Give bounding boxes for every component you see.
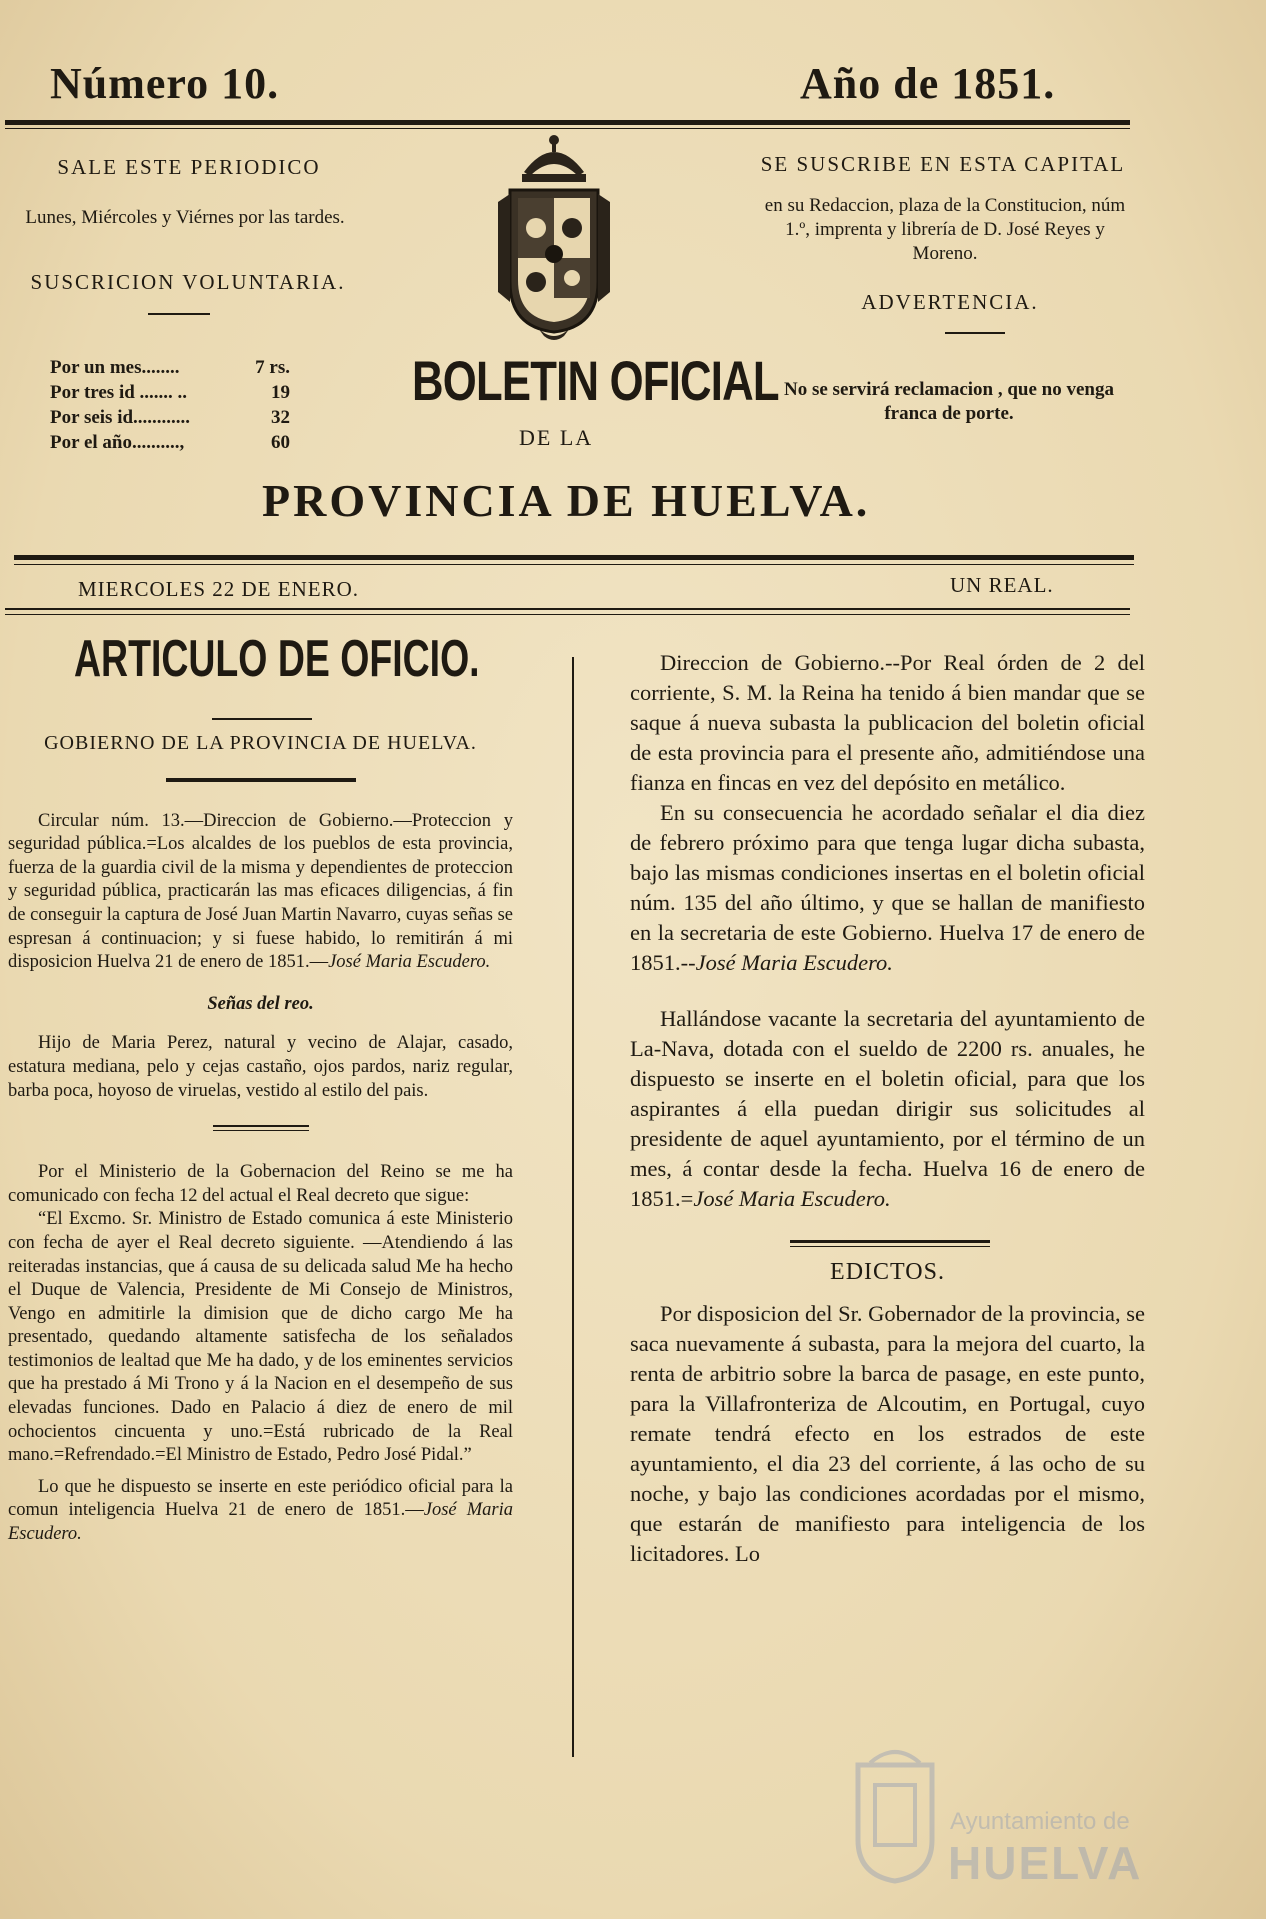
vacante-text: Hallándose vacante la secretaria del ayuntamiento de La-Nava, dotada con el sueldo de 2200 rs. anuales, he dispuesto se inserte en el boletin oficial, para que los aspirantes á ella puedan dirigir sus solicitudes al presidente de aquel ayuntamiento, por el término de un mes, á contar desde la fecha. Huelva 16 de enero de 1851.= (630, 1006, 1145, 1211)
gobierno-subheading: GOBIERNO DE LA PROVINCIA DE HUELVA. (44, 732, 477, 754)
left-box-divider (148, 313, 210, 315)
right-box-divider (945, 332, 1005, 334)
ministerio-signature: José Maria Escudero. (8, 1500, 514, 1545)
dateline-price: UN REAL. (950, 573, 1054, 597)
left-column (8, 630, 514, 1547)
right-column (630, 648, 1145, 1569)
right-box-line3: ADVERTENCIA. (861, 290, 1039, 314)
masthead-rule (5, 120, 1130, 125)
column-divider (572, 657, 574, 1757)
dateline-rule (5, 608, 1130, 610)
dateline-rule-thin (5, 614, 1130, 615)
issue-number: Número 10. (50, 59, 280, 108)
price-row (50, 430, 290, 455)
left-box-line3: SUSCRICION VOLUNTARIA. (30, 270, 346, 294)
ministerio-paragraph-3 (8, 1476, 513, 1547)
right-box-line2: en su Redaccion, plaza de la Constitucion, núm 1.º, imprenta y librería de D. José Reyes y Moreno. (764, 195, 1126, 264)
left-box-line1: SALE ESTE PERIODICO (57, 155, 321, 179)
right-box-line4: No se servirá reclamacion , que no venga franca de porte. (784, 379, 1114, 424)
senas-divider-thin (213, 1130, 309, 1131)
de-la: DE LA (519, 425, 594, 450)
price-value: 60 (271, 432, 290, 453)
consecuencia-paragraph (630, 798, 1145, 978)
articulo-heading: ARTICULO DE OFICIO. (74, 630, 480, 688)
left-box-line2: Lunes, Miércoles y Viérnes por las tardes. (25, 207, 345, 228)
provincia-title: PROVINCIA DE HUELVA. (262, 475, 871, 526)
senas-divider (213, 1125, 309, 1127)
senas-paragraph: Hijo de Maria Perez, natural y vecino de Alajar, casado, estatura mediana, pelo y cejas castaño, ojos pardos, nariz regular, barba poca, hoyoso de viruelas, vestido al estilo del pais. (8, 1033, 513, 1101)
price-row (50, 355, 290, 380)
coat-of-arms-icon (488, 132, 620, 344)
price-label: Por un mes........ (50, 357, 180, 378)
circular-text: Circular núm. 13.—Direccion de Gobierno.—Proteccion y seguridad pública.=Los alcaldes de los pueblos de esta provincia, fuerza de la guardia civil de la misma y dependientes de proteccion y seguridad pública, practicarán las mas eficaces diligencias, á fin de conseguir la captura de José Juan Martin Navarro, cuyas señas se espresan á continuacion; y si fuese habido, lo remitirán á mi disposicion Huelva 21 de enero de 1851.— (8, 810, 513, 973)
edictos-divider-thin (790, 1246, 990, 1247)
price-label: Por el año.........., (50, 432, 185, 453)
watermark-line1: Ayuntamiento de (950, 1808, 1130, 1835)
price-value: 19 (271, 382, 290, 403)
consecuencia-signature: José Maria Escudero. (695, 950, 893, 975)
edicto-paragraph: Por disposicion del Sr. Gobernador de la provincia, se saca nuevamente á subasta, para la mejora del cuarto, la renta de arbitrio sobre la barca de pasage, en este punto, para la Villafronteriza de Alcoutim, en Portugal, cuyo remate tendrá efecto en los estrados de este ayuntamiento, el dia 23 del corriente, á las ocho de su noche, y bajo las condiciones acordadas por el mismo, que estarán de manifiesto para inteligencia de los licitadores. Lo (630, 1301, 1145, 1566)
watermark-line2: HUELVA (948, 1837, 1143, 1889)
circular-signature: José Maria Escudero. (328, 952, 491, 973)
price-value: 32 (271, 407, 290, 428)
circular-paragraph (8, 810, 513, 975)
subheading-divider (166, 778, 356, 782)
right-box-line1: SE SUSCRIBE EN ESTA CAPITAL (760, 152, 1126, 176)
vacante-signature: José Maria Escudero. (693, 1186, 891, 1211)
ministerio-paragraph-2: “El Excmo. Sr. Ministro de Estado comunica á este Ministerio con fecha de ayer el Real decreto siguiente. —Atendiendo á las reiteradas instancias, que á causa de su delicada salud Me ha hecho el Duque de Valencia, Presidente de Mi Consejo de Ministros, Vengo en admitirle la dimision que de dicho cargo Me ha presentado, quedando altamente satisfecha de los señalados testimonios de lealtad que Me ha dado, y de los eminentes servicios que ha prestado á Mi Trono y á la Nacion en el desempeño de sus elevadas funciones. Dado en Palacio á diez de enero de mil ochocientos cincuenta y uno.=Está rubricado de la Real mano.=Refrendado.=El Ministro de Estado, Pedro José Pidal.” (8, 1209, 513, 1466)
heading-divider (212, 718, 312, 720)
price-list (50, 355, 290, 455)
price-value: 7 rs. (255, 357, 290, 378)
issue-year: Año de 1851. (800, 59, 1056, 108)
boletin-title: BOLETIN OFICIAL (412, 349, 779, 412)
dateline-date: MIERCOLES 22 DE ENERO. (78, 577, 359, 601)
direccion-paragraph: Direccion de Gobierno.--Por Real órden de 2 del corriente, S. M. la Reina ha tenido á bien mandar que se saque á nueva subasta la publicacion del boletin oficial de esta provincia para el presente año, admitiéndose una fianza en fincas en vez del depósito en metálico. (630, 650, 1145, 795)
ministerio-paragraph-1: Por el Ministerio de la Gobernacion del Reino se me ha comunicado con fecha 12 del actual el Real decreto que sigue: (8, 1162, 513, 1206)
title-rule (14, 555, 1134, 560)
ministerio-text: Lo que he dispuesto se inserte en este periódico oficial para la comun inteligencia Huelva 21 de enero de 1851.— (8, 1476, 513, 1521)
edictos-heading: EDICTOS. (830, 1259, 945, 1285)
price-row (50, 380, 290, 405)
vacante-paragraph (630, 1004, 1145, 1214)
masthead-rule-thin (5, 128, 1130, 129)
title-rule-thin (14, 564, 1134, 565)
edictos-divider (790, 1240, 990, 1243)
senas-title: Señas del reo. (207, 993, 314, 1014)
consecuencia-text: En su consecuencia he acordado señalar el dia diez de febrero próximo para que tenga lugar dicha subasta, bajo las mismas condiciones insertas en el boletin oficial núm. 135 del año último, y que se hallan de manifiesto en la secretaria de este Gobierno. Huelva 17 de enero de 1851.-- (630, 800, 1145, 975)
price-label: Por tres id ....... .. (50, 382, 188, 403)
watermark-shield-icon (850, 1745, 940, 1885)
price-row (50, 405, 290, 430)
price-label: Por seis id............ (50, 407, 191, 428)
